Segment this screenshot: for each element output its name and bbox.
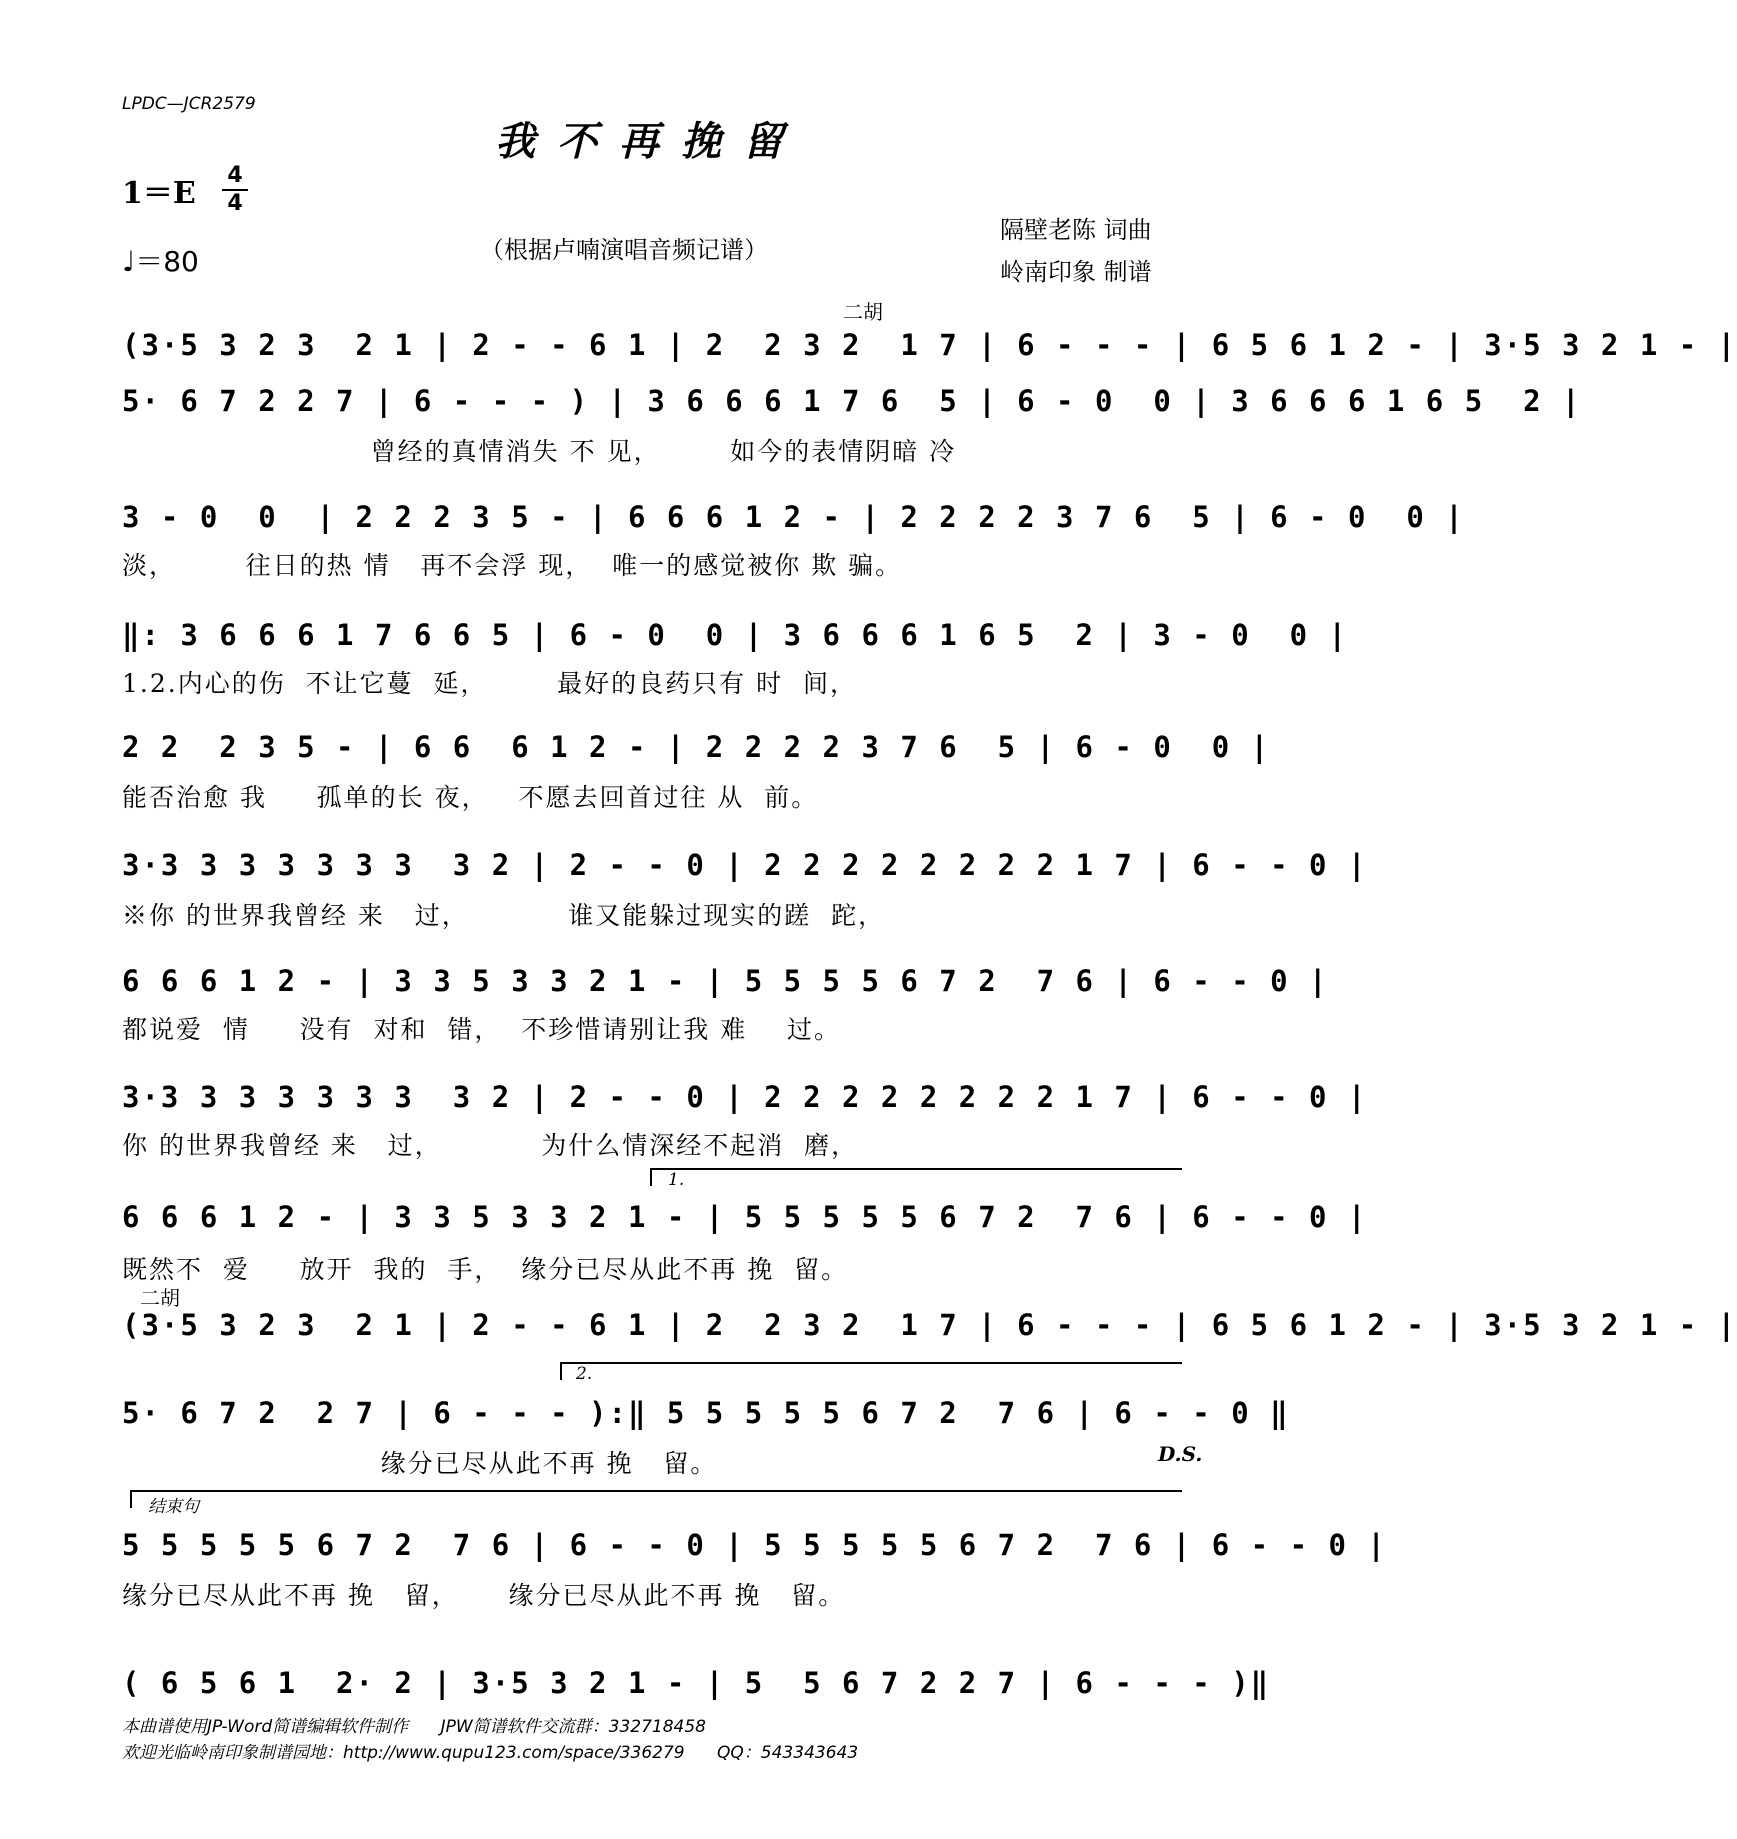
volta-2-bracket bbox=[560, 1362, 1182, 1380]
volta-1-label: 1. bbox=[668, 1170, 685, 1190]
notation-row-9: 6 6 6 1 2 - | 3 3 5 3 3 2 1 - | 5 5 5 5 5 6 7 2 7 6 | 6 - - 0 | bbox=[122, 1200, 1368, 1234]
subtitle: （根据卢喃演唱音频记谱） bbox=[480, 236, 768, 264]
time-signature bbox=[222, 164, 248, 216]
notation-row-12: 5 5 5 5 5 6 7 2 7 6 | 6 - - 0 | 5 5 5 5 5 6 7 2 7 6 | 6 - - 0 | bbox=[122, 1528, 1387, 1562]
erhu-mark: 二胡 bbox=[843, 300, 883, 324]
ending-bracket bbox=[130, 1490, 1182, 1508]
notation-row-5: 2 2 2 3 5 - | 6 6 6 1 2 - | 2 2 2 2 3 7 6 5 | 6 - 0 0 | bbox=[122, 730, 1271, 764]
credit-words-music: 隔壁老陈 词曲 bbox=[1000, 216, 1152, 244]
dal-segno-mark: D.S. bbox=[1158, 1442, 1203, 1466]
footer-line-1: 本曲谱使用JP-Word简谱编辑软件制作 JPW简谱软件交流群：332718458 bbox=[122, 1717, 707, 1737]
notation-row-7: 6 6 6 1 2 - | 3 3 5 3 3 2 1 - | 5 5 5 5 6 7 2 7 6 | 6 - - 0 | bbox=[122, 964, 1329, 998]
notation-row-6: 3·3 3 3 3 3 3 3 3 2 | 2 - - 0 | 2 2 2 2 2 2 2 2 1 7 | 6 - - 0 | bbox=[122, 848, 1368, 882]
lyrics-row-5: 能否治愈 我 孤单的长 夜， 不愿去回首过往 从 前。 bbox=[122, 783, 819, 812]
notation-row-10: (3·5 3 2 3 2 1 | 2 - - 6 1 | 2 2 3 2 1 7 | 6 - - - | 6 5 6 1 2 - | 3·5 3 2 1 - | bbox=[122, 1308, 1737, 1342]
lyrics-row-2: 曾经的真情消失 不 见， 如今的表情阴暗 冷 bbox=[122, 437, 957, 466]
ending-label: 结束句 bbox=[148, 1497, 199, 1517]
lyrics-row-9: 既然不 爱 放开 我的 手， 缘分已尽从此不再 挽 留。 bbox=[122, 1255, 849, 1284]
notation-row-1: (3·5 3 2 3 2 1 | 2 - - 6 1 | 2 2 3 2 1 7 | 6 - - - | 6 5 6 1 2 - | 3·5 3 2 1 - | bbox=[122, 328, 1737, 362]
lyrics-row-6: ※你 的世界我曾经 来 过， 谁又能躲过现实的蹉 跎， bbox=[122, 901, 886, 930]
lyrics-row-7: 都说爱 情 没有 对和 错， 不珍惜请别让我 难 过。 bbox=[122, 1015, 842, 1044]
time-bottom: 4 bbox=[227, 191, 243, 216]
footer-line-2: 欢迎光临岭南印象制谱园地：http://www.qupu123.com/space/336279 QQ：543343643 bbox=[122, 1743, 859, 1763]
tempo-marking: ♩＝80 bbox=[122, 245, 199, 278]
lyrics-row-4: 1.2.内心的伤 不让它蔓 延， 最好的良药只有 时 间， bbox=[122, 669, 857, 698]
notation-row-3: 3 - 0 0 | 2 2 2 3 5 - | 6 6 6 1 2 - | 2 2 2 2 3 7 6 5 | 6 - 0 0 | bbox=[122, 500, 1465, 534]
lyrics-row-8: 你 的世界我曾经 来 过， 为什么情深经不起消 磨， bbox=[122, 1131, 859, 1160]
volta-1-bracket bbox=[650, 1168, 1182, 1186]
erhu-mark-2: 二胡 bbox=[140, 1286, 180, 1310]
notation-row-13: ( 6 5 6 1 2· 2 | 3·5 3 2 1 - | 5 5 6 7 2 2 7 | 6 - - - )‖ bbox=[122, 1666, 1271, 1700]
score-code: LPDC—JCR2579 bbox=[122, 94, 256, 114]
volta-2-label: 2. bbox=[576, 1364, 593, 1384]
time-top: 4 bbox=[227, 163, 243, 188]
key-signature: 1＝E bbox=[122, 176, 196, 211]
notation-row-4: ‖: 3 6 6 6 1 7 6 6 5 | 6 - 0 0 | 3 6 6 6 1 6 5 2 | 3 - 0 0 | bbox=[122, 618, 1348, 652]
lyrics-row-12: 缘分已尽从此不再 挽 留， 缘分已尽从此不再 挽 留。 bbox=[122, 1581, 846, 1610]
credit-notation: 岭南印象 制谱 bbox=[1000, 258, 1152, 286]
lyrics-row-3: 淡， 往日的热 情 再不会浮 现， 唯一的感觉被你 欺 骗。 bbox=[122, 551, 903, 580]
song-title: 我不再挽留 bbox=[495, 118, 805, 165]
notation-row-8: 3·3 3 3 3 3 3 3 3 2 | 2 - - 0 | 2 2 2 2 2 2 2 2 1 7 | 6 - - 0 | bbox=[122, 1080, 1368, 1114]
lyrics-row-11: 缘分已尽从此不再 挽 留。 bbox=[122, 1449, 718, 1478]
notation-row-11: 5· 6 7 2 2 7 | 6 - - - ):‖ 5 5 5 5 5 6 7 2 7 6 | 6 - - 0 ‖ bbox=[122, 1396, 1290, 1430]
notation-row-2: 5· 6 7 2 2 7 | 6 - - - ) | 3 6 6 6 1 7 6 5 | 6 - 0 0 | 3 6 6 6 1 6 5 2 | bbox=[122, 384, 1582, 418]
